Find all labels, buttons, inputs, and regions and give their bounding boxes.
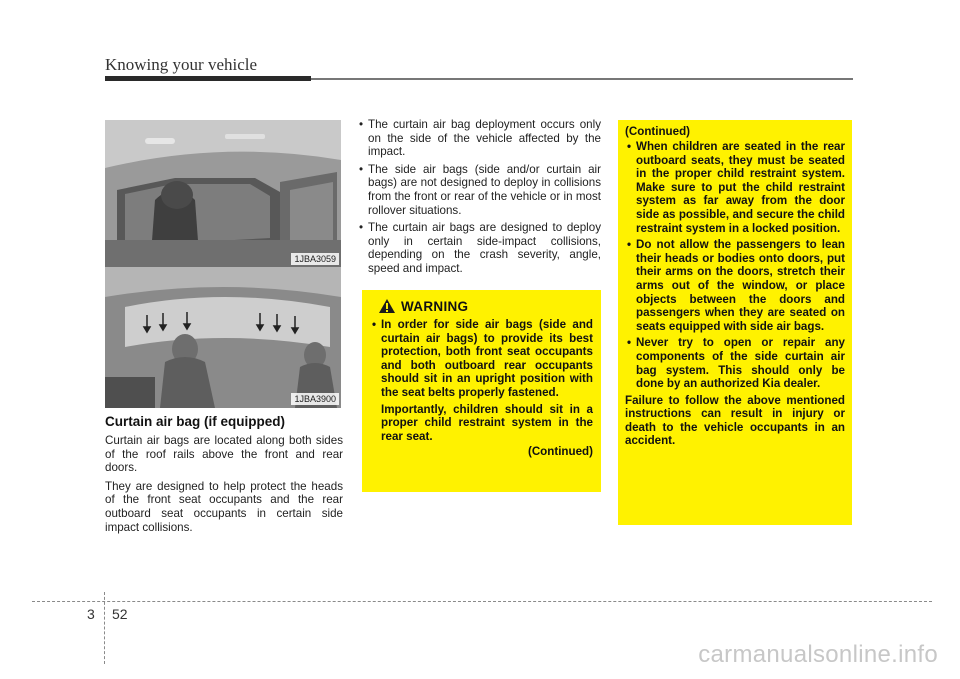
continued-label: (Continued) — [527, 445, 593, 459]
footer-divider — [104, 592, 105, 664]
header-rule-accent — [105, 76, 311, 81]
warning-continued-box — [618, 120, 852, 525]
warning-bullet-list — [370, 318, 593, 400]
list-item: • When children are seated in the rear outboard seats, they must be seated in the proper child restraint system. Make sure to put the child restraint system as far away from the door side as possible, and secure the child restraint system in a locked position. — [625, 140, 845, 235]
page-number: 52 — [112, 606, 128, 622]
section-heading: Curtain air bag (if equipped) — [105, 414, 286, 429]
watermark: carmanualsonline.info — [698, 641, 938, 668]
section-paragraph: They are designed to help protect the heads of the front seat occupants and the rear outboard seat occupants in certain side impact collisions. — [105, 479, 343, 534]
deployment-bullet-list — [357, 118, 601, 276]
figure-code: 1JBA3059 — [291, 253, 339, 265]
footer-rule — [32, 601, 932, 602]
continued-bullet-list — [625, 140, 845, 391]
list-item: • The curtain air bag deployment occurs only on the side of the vehicle affected by the impact. — [357, 118, 601, 159]
list-item: • The side air bags (side and/or curtain air bags) are not designed to deploy in collisions from the front or rear of the vehicle or in most rollover situations. — [357, 163, 601, 217]
list-item: • Never try to open or repair any components of the side curtain air bag system. This should only be done by an authorized Kia dealer. — [625, 336, 845, 390]
chapter-number: 3 — [87, 606, 95, 622]
list-item: • In order for side air bags (side and curtain air bags) to provide its best protection, both front seat occupants and both outboard rear occupants should sit in an upright position with the seat belts properly fastened. — [370, 318, 593, 400]
warning-box — [362, 290, 601, 492]
airbag-diagram-illustration — [105, 267, 341, 408]
warning-triangle-icon — [378, 298, 396, 314]
section-paragraph: Curtain air bags are located along both sides of the roof rails above the front and rear doors. — [105, 434, 343, 475]
list-item: • Do not allow the passengers to lean their heads or bodies onto doors, put their arms on the doors, stretch their arms out of the window, or place objects between the doors and passengers when they are seated on seats equipped with side air bags. — [625, 238, 845, 333]
page-header-title: Knowing your vehicle — [105, 55, 258, 74]
deployment-notes — [357, 118, 601, 280]
curtain-airbag-section — [105, 414, 343, 539]
curtain-airbag-photo-interior — [105, 120, 341, 268]
warning-title: WARNING — [401, 298, 469, 314]
curtain-airbag-photo-diagram — [105, 267, 341, 408]
closing-warning-text: Failure to follow the above mentioned instructions can result in injury or death to the vehicle occupants in an accident. — [625, 393, 845, 448]
interior-illustration — [105, 120, 341, 268]
figure-code: 1JBA3900 — [291, 393, 339, 405]
warning-sub-paragraph: Importantly, children should sit in a proper child restraint system in the rear seat. — [381, 402, 593, 443]
list-item: • The curtain air bags are designed to deploy only in certain side-impact collisions, depending on the crash severity, angle, speed and impact. — [357, 221, 601, 275]
continued-label: (Continued) — [625, 125, 691, 138]
warning-header — [378, 298, 593, 314]
